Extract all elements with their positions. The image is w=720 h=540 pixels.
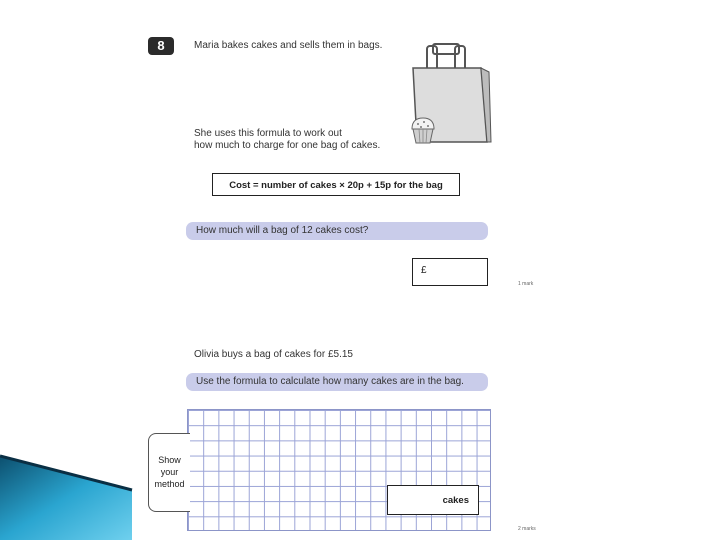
part-b-marks: 2 marks bbox=[518, 526, 536, 532]
show-method-line3: method bbox=[154, 479, 185, 489]
formula-intro-line2: how much to charge for one bag of cakes. bbox=[194, 140, 381, 151]
part-a-prompt: How much will a bag of 12 cakes cost? bbox=[186, 222, 488, 240]
part-b-context: Olivia buys a bag of cakes for £5.15 bbox=[194, 349, 353, 360]
formula-box: Cost = number of cakes × 20p + 15p for the bag bbox=[212, 173, 460, 196]
pound-sign: £ bbox=[421, 265, 427, 276]
part-a-answer-box[interactable] bbox=[412, 258, 488, 286]
show-method-line1: Show bbox=[158, 455, 181, 465]
part-b-prompt: Use the formula to calculate how many cakes are in the bag. bbox=[186, 373, 488, 391]
show-method-line2: your bbox=[160, 467, 179, 477]
question-number: 8 bbox=[148, 37, 174, 55]
question-intro: Maria bakes cakes and sells them in bags. bbox=[194, 40, 383, 51]
part-a-marks: 1 mark bbox=[518, 281, 534, 287]
part-b-answer-box[interactable] bbox=[387, 485, 479, 515]
show-method-label bbox=[148, 433, 190, 512]
decorative-blue-wedge bbox=[0, 450, 135, 540]
cakes-label: cakes bbox=[442, 495, 469, 506]
cupcake-icon bbox=[409, 115, 437, 145]
formula-intro-line1: She uses this formula to work out bbox=[194, 128, 342, 139]
